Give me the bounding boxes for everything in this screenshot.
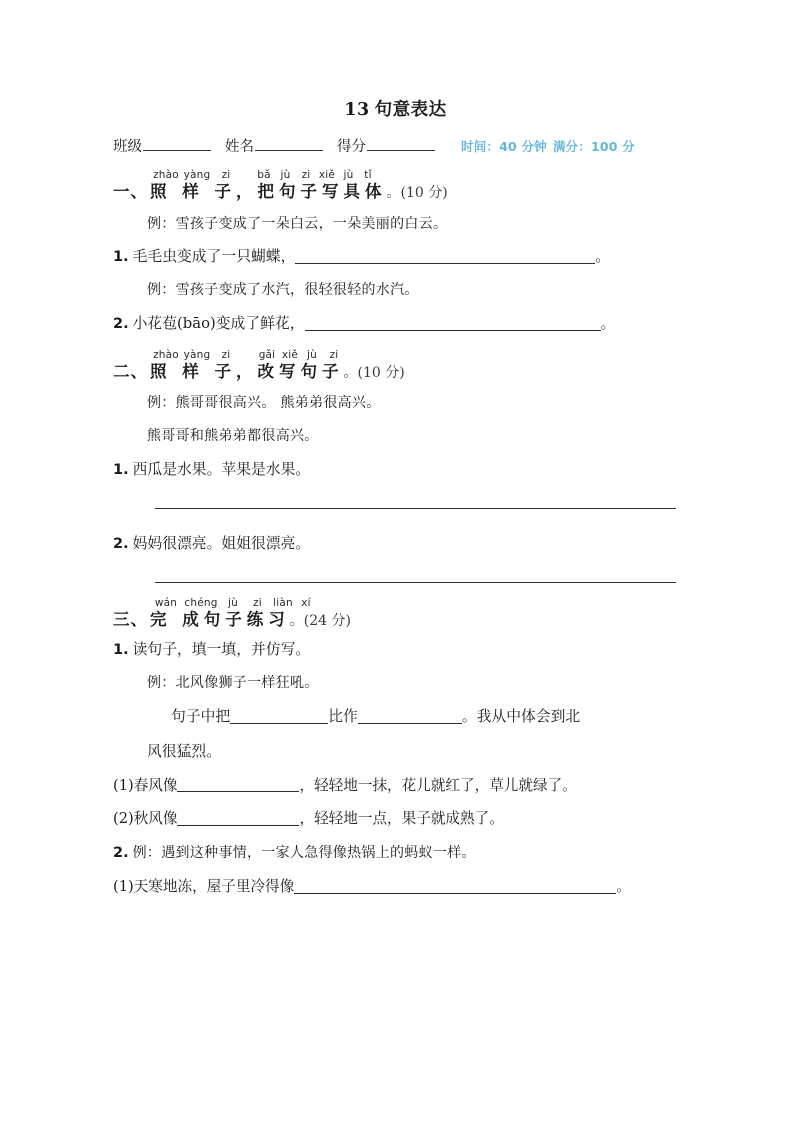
- question-text: 毛毛虫变成了一只蝴蝶，: [132, 248, 296, 266]
- section-1-tail: 。(10 分): [386, 185, 448, 201]
- fill-blank-1[interactable]: [230, 708, 328, 724]
- answer-rule[interactable]: [155, 582, 676, 583]
- pinyin-2-2: zi: [221, 348, 231, 361]
- pinyin-2-4: xiě: [281, 348, 299, 361]
- exam-time-label: 时间：: [461, 139, 500, 154]
- fill-sentence-part4: 风很猛烈。: [147, 742, 221, 760]
- answer-blank[interactable]: [305, 315, 601, 331]
- question-text: 妈妈很漂亮。姐姐很漂亮。: [132, 534, 311, 552]
- question-text: 小花苞(bāo)变成了鲜花，: [132, 314, 305, 332]
- pinyin-1-3: bǎ: [257, 169, 271, 181]
- question-number: 2.: [113, 844, 129, 861]
- fill-sentence-part3: 。我从中体会到北: [461, 707, 581, 725]
- answer-rule[interactable]: [155, 508, 676, 509]
- class-field: [113, 135, 215, 156]
- section-2-title-b: 改写句子: [257, 361, 344, 381]
- sub-question-number: (1): [113, 877, 134, 895]
- pinyin-1-5: zi: [301, 169, 311, 181]
- pinyin-3-2: jù: [228, 596, 238, 609]
- example-answer-text: 熊哥哥和熊弟弟都很高兴。: [147, 428, 319, 445]
- section-3-title-b: 句子练习: [203, 609, 290, 629]
- question-item: [113, 533, 678, 556]
- section-3-pinyin: [113, 597, 678, 610]
- question-number: 1.: [113, 461, 129, 478]
- name-label: 姓名: [225, 139, 254, 155]
- name-field: [225, 135, 327, 156]
- question-item: [113, 459, 678, 482]
- page-title-text: 句意表达: [374, 100, 447, 120]
- example-line: [113, 214, 678, 236]
- question-number: 1.: [113, 642, 129, 659]
- sub-answer-blank[interactable]: [177, 777, 299, 793]
- exam-meta: [461, 137, 635, 155]
- fill-sentence-part1: 句子中把: [171, 707, 231, 725]
- pinyin-1-2: zi: [221, 169, 231, 181]
- pinyin-1-4: jù: [280, 169, 291, 181]
- pinyin-1-6: xiě: [318, 169, 336, 181]
- example-answer-line: [113, 426, 678, 448]
- example-line: [113, 393, 678, 415]
- question-item: [113, 313, 678, 336]
- section-1-pinyin: [113, 169, 678, 182]
- sub-answer-blank[interactable]: [294, 878, 616, 894]
- section-3-tail: 。(24 分): [289, 612, 351, 629]
- question-end-period: 。: [595, 248, 611, 266]
- fill-sentence-line: [113, 706, 678, 729]
- section-2-pinyin: [113, 349, 678, 362]
- sub-question-number: (2): [113, 810, 134, 828]
- class-label: 班级: [113, 139, 142, 155]
- question-end-period: 。: [600, 314, 616, 332]
- question-text: 读句子，填一填，并仿写。: [132, 641, 311, 659]
- exam-total-label: 满分：: [552, 139, 591, 154]
- fill-sentence-part2: 比作: [328, 707, 358, 725]
- page-title: [113, 100, 678, 121]
- pinyin-2-6: zi: [329, 348, 339, 361]
- pinyin-3-1: chéng: [184, 596, 218, 609]
- example-line: [113, 673, 678, 695]
- section-3-title: [113, 610, 678, 631]
- example-line: [113, 280, 678, 302]
- pinyin-2-0: zhào: [153, 348, 179, 361]
- question-example-text: 例：遇到这种事情，一家人急得像热锅上的蚂蚁一样。: [132, 844, 476, 861]
- fill-sentence-continuation: [113, 741, 678, 764]
- sub-question-text-b: ，轻轻地一抹，花儿就红了，草儿就绿了。: [299, 776, 577, 794]
- sub-question-end-period: 。: [616, 877, 631, 895]
- class-input-blank[interactable]: [143, 136, 211, 151]
- sub-question-item: [113, 876, 678, 899]
- pinyin-2-5: jù: [307, 348, 317, 361]
- sub-answer-blank[interactable]: [177, 810, 299, 826]
- section-2-index: 二、: [113, 361, 148, 381]
- sub-question-number: (1): [113, 776, 134, 794]
- sub-question-text-a: 天寒地冻，屋子里冷得像: [133, 877, 295, 895]
- pinyin-3-3: zi: [253, 596, 262, 609]
- section-heading-3: [113, 597, 678, 631]
- section-1-comma: ，: [236, 182, 258, 201]
- exam-total-value: 100 分: [590, 139, 635, 154]
- score-input-blank[interactable]: [367, 136, 435, 151]
- section-2-comma: ，: [236, 361, 258, 381]
- question-number: 2.: [113, 315, 129, 332]
- question-example-item: [113, 842, 678, 865]
- question-text: 西瓜是水果。苹果是水果。: [132, 460, 311, 478]
- example-text: 例：雪孩子变成了一朵白云，一朵美丽的白云。: [147, 215, 448, 232]
- fill-blank-2[interactable]: [358, 708, 462, 724]
- score-field: [337, 135, 439, 156]
- answer-blank[interactable]: [295, 248, 595, 264]
- section-3-title-a: 完 成: [150, 609, 204, 629]
- question-item: [113, 246, 678, 269]
- section-1-index: 一、: [113, 182, 148, 201]
- sub-question-item: [113, 808, 678, 831]
- page-content: [113, 100, 678, 910]
- section-2-title: [113, 362, 678, 383]
- sub-question-text-b: ，轻轻地一点，果子就成熟了。: [299, 810, 504, 828]
- section-2-title-a: 照 样 子: [150, 361, 236, 381]
- section-3-index: 三、: [113, 609, 148, 629]
- question-number: 1.: [113, 249, 129, 266]
- example-text: 例：雪孩子变成了水汽，很轻很轻的水汽。: [147, 282, 419, 299]
- pinyin-1-1: yàng: [183, 169, 211, 181]
- score-label: 得分: [337, 139, 366, 155]
- question-number: 2.: [113, 535, 129, 552]
- pinyin-1-0: zhào: [153, 169, 179, 181]
- section-1-title: [113, 182, 678, 203]
- pinyin-2-3: gǎi: [258, 348, 276, 361]
- pinyin-3-0: wán: [154, 596, 178, 609]
- pinyin-1-7: jù: [343, 169, 354, 181]
- pinyin-3-5: xí: [301, 596, 311, 609]
- sub-question-text-a: 春风像: [133, 776, 178, 794]
- pinyin-2-1: yàng: [183, 348, 211, 361]
- pinyin-3-4: liàn: [273, 596, 293, 609]
- section-1-title-a: 照 样 子: [150, 182, 236, 201]
- example-text: 例：北风像狮子一样狂吼。: [147, 675, 319, 692]
- section-2-tail: 。(10 分): [343, 364, 405, 381]
- question-item: [113, 639, 678, 662]
- section-heading-2: [113, 349, 678, 383]
- page-title-number: 13: [344, 100, 370, 120]
- exam-time-value: 40 分钟: [499, 139, 547, 154]
- section-heading-1: [113, 169, 678, 203]
- sub-question-item: [113, 775, 678, 798]
- pinyin-1-8: tǐ: [364, 169, 372, 181]
- student-info-row: [113, 135, 678, 156]
- example-text: 例：熊哥哥很高兴。 熊弟弟很高兴。: [147, 395, 381, 412]
- name-input-blank[interactable]: [255, 136, 323, 151]
- section-1-title-b: 把句子写具体: [257, 182, 387, 201]
- sub-question-text-a: 秋风像: [133, 810, 178, 828]
